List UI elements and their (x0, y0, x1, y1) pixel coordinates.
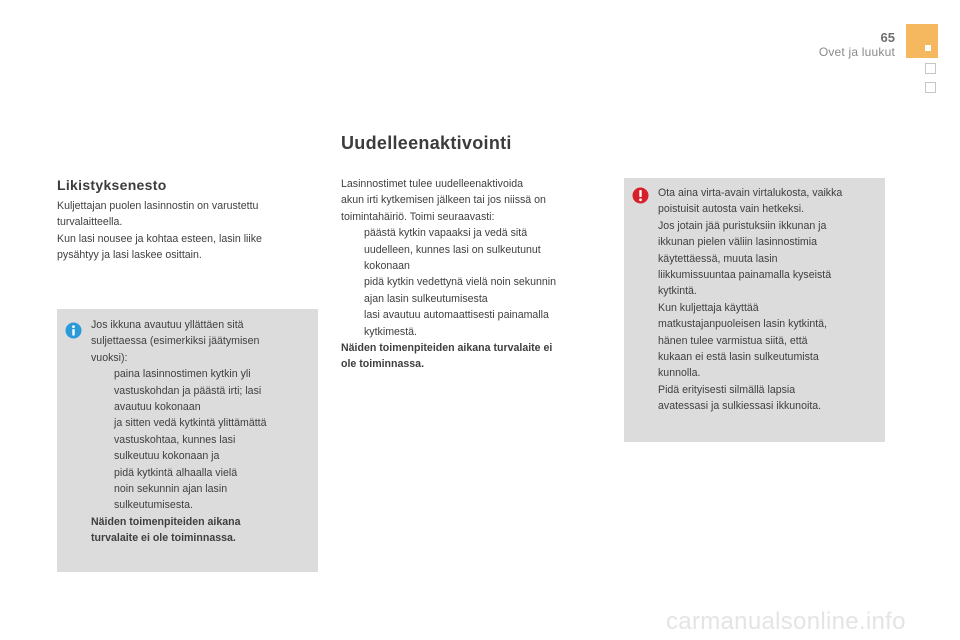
info-icon (65, 322, 82, 339)
text-line: Jos jotain jää puristuksiin ikkunan ja (658, 219, 827, 232)
list-item (341, 307, 606, 340)
watermark: carmanualsonline.info (666, 608, 906, 635)
text-line: päästä kytkin vapaaksi ja vedä sitä (364, 227, 528, 240)
warning-line: ole toiminnassa. (341, 358, 425, 371)
text-line: hänen tulee varmistua siitä, että (658, 334, 808, 347)
text-line: pidä kytkin vedettynä vielä noin sekunnin (364, 276, 556, 289)
text-line: Pidä erityisesti silmällä lapsia (658, 383, 796, 396)
text-line: Jos ikkuna avautuu yllättäen sitä (91, 319, 244, 331)
text-line: pidä kytkintä alhaalla vielä (114, 466, 238, 479)
text-line: kunnolla. (658, 367, 701, 380)
text-line: pysähtyy ja lasi laskee osittain. (57, 249, 202, 262)
warning-box-text (658, 185, 880, 415)
text-line: Kun kuljettaja käyttää (658, 301, 759, 314)
info-box-text (91, 317, 313, 547)
list-item (341, 225, 606, 274)
text-line: kukaan ei estä lasin sulkeutumista (658, 351, 819, 364)
text-line: kokonaan (364, 260, 410, 273)
text-line: vastuskohtaa, kunnes lasi (114, 433, 236, 446)
text-line: uudelleen, kunnes lasi on sulkeutunut (364, 243, 541, 256)
text-line: avatessasi ja sulkiessasi ikkunoita. (658, 400, 822, 413)
list-item (341, 274, 606, 307)
reactivation-text (341, 176, 606, 373)
text-line: akun irti kytkemisen jälkeen tai jos niissä on (341, 194, 546, 207)
anti-pinch-text (57, 198, 307, 264)
text-line: paina lasinnostimen kytkin yli (114, 368, 251, 381)
list-item (91, 465, 313, 514)
text-line: ikkunan pielen väliin lasinnostimia (658, 236, 817, 249)
text-line: noin sekunnin ajan lasin (114, 483, 228, 496)
chapter-tab-active (906, 24, 938, 58)
text-line: suljettaessa (esimerkiksi jäätymisen (91, 335, 260, 348)
list-item (91, 415, 313, 464)
text-line: kytkimestä. (364, 325, 417, 338)
text-line: sulkeutuu kokonaan ja (114, 450, 220, 463)
chapter-title: Ovet ja luukut (818, 45, 895, 59)
text-line: liikkumissuuntaa painamalla kyseistä (658, 269, 832, 282)
text-line: käytettäessä, muuta lasin (658, 252, 778, 265)
page-number: 65 (880, 30, 895, 45)
warning-line: turvalaite ei ole toiminnassa. (91, 532, 236, 545)
text-line: avautuu kokonaan (114, 401, 201, 414)
section-title-anti-pinch: Likistyksenesto (57, 177, 167, 193)
text-line: vastuskohdan ja päästä irti; lasi (114, 384, 262, 397)
chapter-tab-empty (925, 82, 936, 93)
text-line: Lasinnostimet tulee uudelleenaktivoida (341, 178, 523, 190)
text-line: toimintahäiriö. Toimi seuraavasti: (341, 210, 495, 223)
chapter-tab-empty (925, 63, 936, 74)
text-line: turvalaitteella. (57, 216, 123, 229)
text-line: ajan lasin sulkeutumisesta (364, 292, 488, 305)
text-line: sulkeutumisesta. (114, 499, 193, 512)
text-line: Kuljettajan puolen lasinnostin on varustettu (57, 200, 259, 212)
text-line: ja sitten vedä kytkintä ylittämättä (114, 417, 267, 430)
text-line: lasi avautuu automaattisesti painamalla (364, 309, 549, 322)
text-line: poistuisit autosta vain hetkeksi. (658, 203, 805, 216)
section-title-reactivation: Uudelleenaktivointi (341, 133, 512, 153)
tab-marker-square (925, 45, 931, 51)
text-line: vuoksi): (91, 351, 128, 364)
list-item (91, 366, 313, 415)
text-line: Kun lasi nousee ja kohtaa esteen, lasin liike (57, 232, 262, 245)
warning-line: Näiden toimenpiteiden aikana (91, 515, 241, 528)
warning-line: Näiden toimenpiteiden aikana turvalaite ei (341, 342, 553, 355)
text-line: kytkintä. (658, 285, 697, 298)
warning-icon (632, 187, 649, 204)
text-line: matkustajanpuoleisen lasin kytkintä, (658, 318, 828, 331)
text-line: Ota aina virta-avain virtalukosta, vaikka (658, 187, 843, 199)
